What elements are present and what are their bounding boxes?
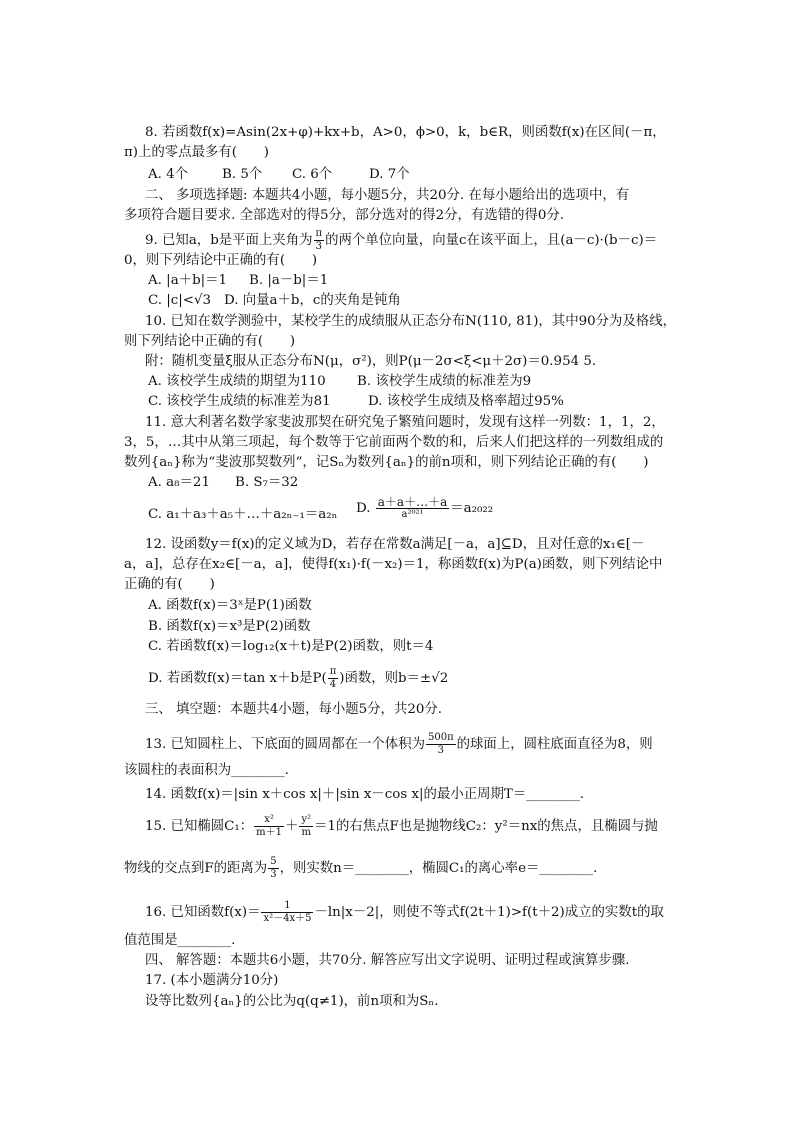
q13-text-pre: 13. 已知圆柱上、下底面的圆周都在一个体积为 (145, 737, 425, 752)
q12-option-d-num: π (329, 666, 337, 677)
q11-option-d-label: D. (356, 501, 371, 516)
q11-option-a: A. a₈＝21 (148, 475, 210, 490)
q9-text-pre: 9. 已知a，b是平面上夹角为 (145, 233, 313, 248)
q15-fraction-1 (254, 814, 284, 839)
q12-option-d-den: 4 (329, 679, 337, 690)
q10-option-c: C. 该校学生成绩的标准差为81 (148, 394, 331, 409)
q13-frac-den: 3 (437, 745, 444, 756)
q11-line1: 11. 意大利著名数学家斐波那契在研究兔子繁殖问题时，发现有这样一列数：1，1，2， (145, 415, 665, 430)
q15-line2-pre: 物线的交点到F的距离为 (124, 861, 268, 876)
q16-text-pre: 16. 已知函数f(x)＝ (145, 905, 261, 920)
section3-header: 三、 填空题：本题共4小题，每小题5分，共20分. (145, 702, 443, 717)
q8-option-c: C. 6个 (292, 167, 333, 182)
q9-frac-den: 3 (315, 241, 322, 252)
q15-line2-fraction (268, 856, 278, 881)
q15-line2-num: 5 (270, 856, 277, 867)
q15-frac2-den: m (301, 827, 311, 838)
q16-text-post: －ln|x－2|，则使不等式f(2t＋1)>f(t＋2)成立的实数t的取 (314, 905, 664, 920)
q10-option-b: B. 该校学生成绩的标准差为9 (357, 374, 532, 389)
q8-option-d: D. 7个 (369, 167, 410, 182)
section4-header: 四、 解答题：本题共6小题，共70分. 解答应写出文字说明、证明过程或演算步骤. (145, 953, 630, 968)
q9-option-b: B. |a－b|＝1 (249, 273, 329, 288)
q10-option-d: D. 该校学生成绩及格率超过95% (368, 394, 564, 409)
q13-fraction (426, 732, 456, 757)
q9-line1 (145, 228, 657, 253)
q16-line2: 值范围是________. (124, 933, 236, 948)
q13-line2: 该圆柱的表面积为________. (124, 763, 289, 778)
q15-frac2-num: y² (301, 814, 312, 825)
q9-text-post: 的两个单位向量，向量c在该平面上，且(a－c)·(b－c)＝ (325, 233, 658, 248)
q9-frac-num: π (315, 228, 323, 239)
q9-option-a: A. |a＋b|＝1 (148, 273, 228, 288)
q12-option-d-fraction (328, 666, 339, 691)
q10-line2: 则下列结论中正确的有( ) (124, 334, 296, 349)
q13-text-post: 的球面上，圆柱底面直径为8，则 (456, 737, 653, 752)
q8-option-b: B. 5个 (222, 167, 263, 182)
q10-line3: 附：随机变量ξ服从正态分布N(μ，σ²)，则P(μ－2σ<ξ<μ＋2σ)＝0.954 5. (145, 354, 597, 369)
q16-frac-den: x²－4x＋5 (263, 913, 312, 924)
q11-option-d-fraction (376, 496, 449, 521)
q11-line2: 3，5，…其中从第三项起，每个数等于它前面两个数的和，后来人们把这样的一列数组成的 (124, 435, 664, 450)
q15-line1 (145, 814, 658, 839)
q9-option-d: D. 向量a＋b，c的夹角是钝角 (224, 293, 401, 308)
q13-frac-num: 500π (427, 732, 454, 743)
q14-line1: 14. 函数f(x)＝|sin x＋cos x|＋|sin x－cos x|的最小正周期T＝________. (145, 787, 585, 802)
q12-option-c: C. 若函数f(x)＝log₁₂(x＋t)是P(2)函数，则t＝4 (148, 639, 434, 654)
q12-line2: a，a]，总存在x₂∈[－a，a]，使得f(x₁)·f(－x₂)＝1，称函数f(x)为P(a)函数，则下列结论中 (124, 557, 663, 572)
q15-text-pre: 15. 已知椭圆C₁： (145, 819, 254, 834)
q12-option-a: A. 函数f(x)＝3ˣ是P(1)函数 (148, 598, 312, 613)
q11-line3: 数列{aₙ}称为“斐波那契数列”，记Sₙ为数列{aₙ}的前n项和，则下列结论正确的有( ) (124, 455, 649, 470)
q15-line2 (124, 856, 597, 881)
q12-line1: 12. 设函数y＝f(x)的定义域为D，若存在常数a满足[－a，a]⊆D，且对任意的x₁∈[－ (145, 537, 645, 552)
q15-fraction-2 (299, 814, 313, 839)
q16-fraction (261, 900, 313, 925)
q16-frac-num: 1 (261, 900, 313, 913)
q11-option-d-num: a＋a＋…＋a (377, 495, 448, 509)
q11-option-d-den: a²⁰²¹ (401, 509, 424, 520)
q17-line2: 设等比数列{aₙ}的公比为q(q≠1)，前n项和为Sₙ. (145, 994, 439, 1009)
q17-line1: 17. (本小题满分10分) (145, 973, 279, 988)
q12-option-d (148, 666, 448, 691)
q11-option-d-rhs: ＝a₂₀₂₂ (450, 501, 494, 516)
q8-option-a: A. 4个 (148, 167, 189, 182)
q15-frac1-num: x² (254, 814, 284, 827)
q11-option-d (356, 496, 493, 521)
q12-option-d-post: )函数，则b＝±√2 (339, 671, 449, 686)
q10-line1: 10. 已知在数学测验中，某校学生的成绩服从正态分布N(110, 81)，其中90分为及格线， (145, 314, 676, 329)
section2-header-line1: 二、 多项选择题: 本题共4小题，每小题5分，共20分. 在每小题给出的选项中，有 (145, 188, 630, 203)
q10-option-a: A. 该校学生成绩的期望为110 (148, 374, 326, 389)
q12-line3: 正确的有( ) (124, 577, 215, 592)
q16-line1 (145, 900, 664, 925)
q9-line2: 0，则下列结论中正确的有( ) (124, 253, 318, 268)
q8-line1: 8. 若函数f(x)=Asin(2x+φ)+kx+b，A>0，ϕ>0，k，b∈R，则函数f(x)在区间(－π， (145, 125, 666, 140)
q15-frac1-den: m＋1 (256, 827, 282, 838)
q11-option-c: C. a₁＋a₃＋a₅＋…＋a₂ₙ₋₁＝a₂ₙ (148, 507, 338, 522)
q15-text-post: ＝1的右焦点F也是抛物线C₂：y²＝nx的焦点，且椭圆与抛 (314, 819, 658, 834)
q15-line2-den: 3 (270, 869, 277, 880)
q12-option-b: B. 函数f(x)＝x³是P(2)函数 (148, 619, 311, 634)
q12-option-d-pre: D. 若函数f(x)＝tan x＋b是P( (148, 671, 327, 686)
q9-fraction (314, 228, 325, 253)
q8-line2: π)上的零点最多有( ) (124, 145, 269, 160)
section2-header-line2: 多项符合题目要求. 全部选对的得5分，部分选对的得2分，有选错的得0分. (124, 208, 565, 223)
q13-line1 (145, 732, 653, 757)
q15-plus: ＋ (284, 819, 299, 834)
q15-line2-post: ，则实数n＝________，椭圆C₁的离心率e＝________. (279, 861, 598, 876)
q11-option-b: B. S₇＝32 (235, 475, 299, 490)
q9-option-c: C. |c|<√3 (148, 293, 212, 308)
